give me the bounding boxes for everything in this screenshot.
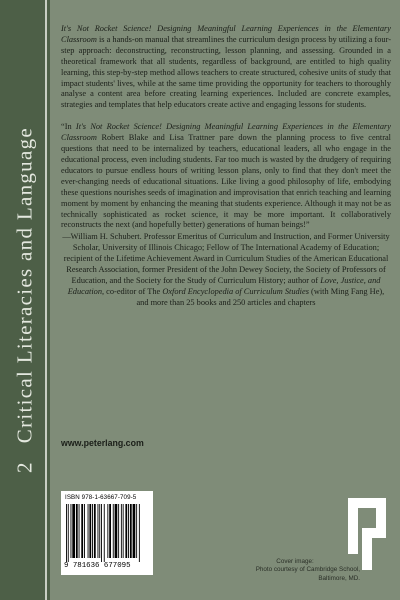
barcode-bar <box>130 504 132 558</box>
barcode-bar <box>101 504 102 562</box>
barcode-bar <box>104 504 105 562</box>
barcode-bar <box>71 504 72 558</box>
barcode-bar <box>76 504 78 558</box>
cover-credit-text: Photo courtesy of Cambridge School, Baltimore, MD. <box>255 566 360 582</box>
quote-book-title: It's Not Rocket Science! Designing Meaningful Learning Experiences in the Elementary Classroom <box>61 122 391 143</box>
cover-text <box>61 24 391 309</box>
publisher-url[interactable]: www.peterlang.com <box>61 438 144 448</box>
cover-image-credit <box>230 558 360 583</box>
series-spine-text <box>13 127 38 473</box>
attribution-book-1: Love, Justice, and Education <box>67 275 381 296</box>
barcode-bar <box>99 504 100 558</box>
barcode-bar <box>79 504 80 558</box>
cover-credit-heading: Cover image: <box>276 558 314 565</box>
quote-open: “In <box>61 122 76 132</box>
book-description <box>61 24 391 111</box>
peter-lang-logo-icon <box>348 498 386 570</box>
barcode-bar <box>92 504 93 558</box>
endorsement-attribution <box>61 232 391 308</box>
barcode-bar <box>68 504 69 562</box>
barcode-bar <box>89 504 91 558</box>
barcode-bar <box>107 504 108 558</box>
attribution-book-2: Oxford Encyclopedia of Curriculum Studies <box>162 286 309 296</box>
series-spine-band <box>0 0 50 600</box>
barcode-bar <box>72 504 75 558</box>
attribution-text-1: —William H. Schubert. Professor Emeritus of Curriculum and Instruction, and Former University Scholar, University of Illinois Chicago; Fellow of The International Academy of Education; recipient of the Lifetime Achievement Award in Curriculum Studies of the American Educational Research Association, former President of the John Dewey Society, the Society of Professors of Education, and the Society for the Study of Curriculum History; author of <box>62 232 390 285</box>
barcode-bars <box>65 504 149 562</box>
barcode-bar <box>84 504 85 558</box>
attribution-text-3: (with Ming Fang He), and more than 25 books and 250 articles and chapters <box>136 286 385 307</box>
barcode-bar <box>66 504 67 562</box>
barcode-bar <box>94 504 96 558</box>
barcode-digits: 9 781636 677095 <box>64 562 131 570</box>
barcode-bar <box>139 504 140 562</box>
barcode-bar <box>128 504 129 558</box>
barcode-bar <box>81 504 83 558</box>
book-title-italic: It's Not Rocket Science! Designing Meaningful Learning Experiences in the Elementary Classroom <box>61 24 391 44</box>
barcode-bar <box>123 504 124 558</box>
isbn-barcode <box>61 491 153 575</box>
series-title: Critical Literacies and Language <box>12 126 37 444</box>
barcode-bar <box>118 504 119 558</box>
isbn-label: ISBN 978-1-63667-709-5 <box>65 494 137 501</box>
barcode-bar <box>136 504 137 558</box>
spine-divider-line <box>45 0 47 600</box>
quote-text: Robert Blake and Lisa Trattner pare down the planning process to five central questions that need to be internalized by teachers, educational leaders, all who engage in the educational process, even including students. Far too much is wasted by the drudgery of requiring educators to pursue endless hours of writing lesson plans, only to find that they don't meet the ever-changing needs of educational situations. Like living a good philosophy of life, embodying these questions nourishes seeds of imagination and improvisation that enrich teaching and learning moment by moment by enhancing the meaning that students experience. Although it may not be as technically sophisticated as rocket science, it may be more important. It collaboratively reconstructs the next (and hopefully better) generations of human beings!” <box>61 133 391 230</box>
barcode-bar <box>125 504 127 558</box>
barcode-bar <box>88 504 89 558</box>
attribution-text-2: , co-editor of The <box>102 286 163 296</box>
barcode-bar <box>115 504 118 558</box>
barcode-bar <box>109 504 111 558</box>
barcode-bar <box>133 504 136 558</box>
book-description-text: is a hands-on manual that streamlines the curriculum design process by utilizing a four-step approach: deconstructing, reconstructing, lesson planning, and assessing. Grounded in a theoretical framework that all students, regardless of background, are entitled to high quality learning, this step-by-step method allows teachers to create structured, cohesive units of study that impact students' lives, while at the same time providing the opportunity for teachers to thoroughly analyse a content area before creating learning experiences. Included are concrete examples, strategies and templates that help educators create active and engaging lessons for students. <box>61 34 391 110</box>
barcode-bar <box>113 504 114 558</box>
barcode-bar <box>98 504 99 558</box>
barcode-bar <box>121 504 122 558</box>
series-volume-number: 2 <box>12 461 37 474</box>
endorsement-quote <box>61 122 391 231</box>
